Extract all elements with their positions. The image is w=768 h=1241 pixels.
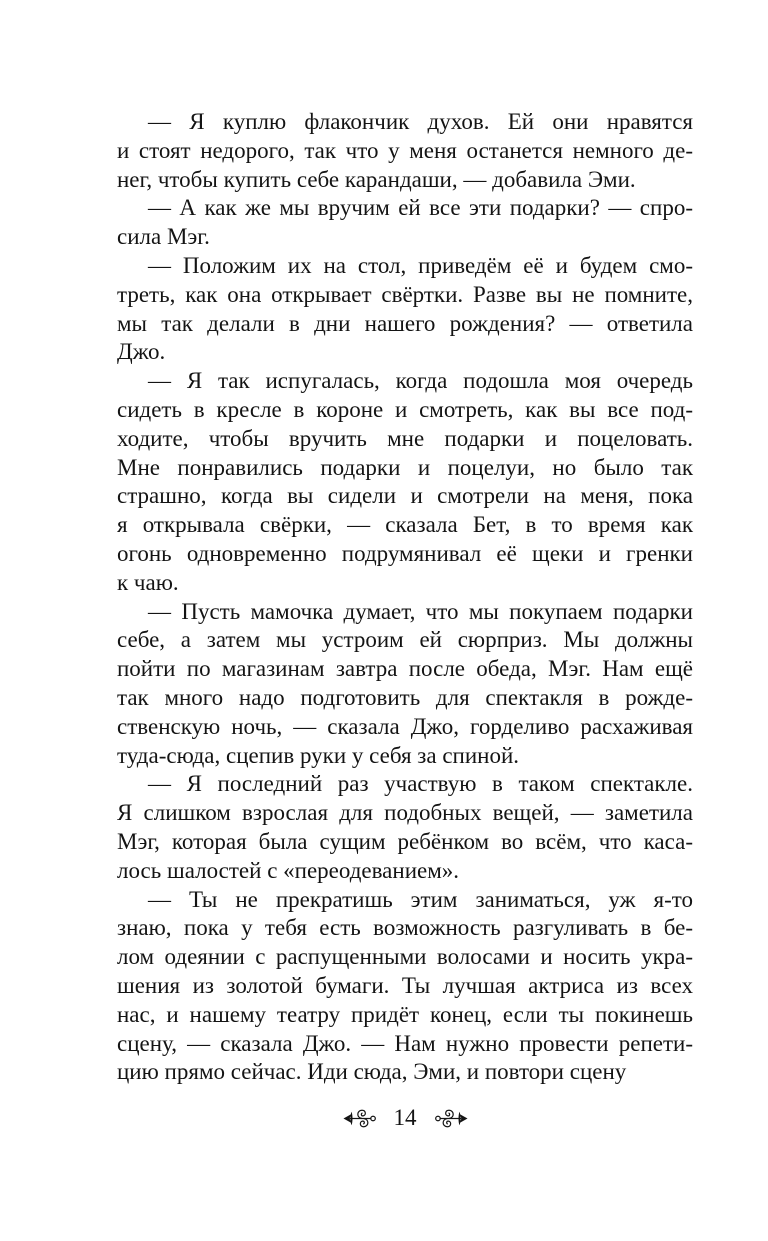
text-line: Мне понравились подарки и поцелуи, но было так (117, 454, 693, 480)
text-line: лось шалостей с «переодеванием». (117, 857, 460, 883)
text-line: ходите, чтобы вручить мне подарки и поцеловать. (117, 425, 693, 451)
text-line: — Я последний раз участвую в таком спектакле. (148, 771, 693, 797)
text-line: огонь одновременно подрумянивал её щеки и гренки (117, 540, 693, 566)
text-line: — Я так испугалась, когда подошла моя очередь (148, 368, 693, 394)
text-line: ственскую ночь, — сказала Джо, горделиво расхаживая (117, 713, 693, 739)
text-line: сцену, — сказала Джо. — Нам нужно провести репети- (117, 1030, 693, 1056)
text-block (117, 108, 693, 1087)
text-line: себе, а затем мы устроим ей сюрприз. Мы должны (117, 627, 693, 653)
text-line: цию прямо сейчас. Иди сюда, Эми, и повтори сцену (117, 1059, 627, 1085)
text-line: нег, чтобы купить себе карандаши, — добавила Эми. (117, 166, 636, 192)
text-line: Мэг, которая была сущим ребёнком во всём, что каса- (117, 828, 693, 854)
page-number: 14 (393, 1105, 417, 1130)
text-line: так много надо подготовить для спектакля в рожде- (117, 684, 693, 710)
text-line: нас, и нашему театру придёт конец, если ты покинешь (117, 1001, 693, 1027)
text-line: сидеть в кресле в короне и смотреть, как вы все под- (117, 396, 693, 422)
paragraph (117, 886, 693, 1088)
text-line: — Ты не прекратишь этим заниматься, уж я-то (148, 886, 693, 912)
text-line: — Я куплю флакончик духов. Ей они нравятся (148, 109, 693, 134)
paragraph (117, 770, 693, 885)
paragraph (117, 194, 693, 252)
text-line: мы так делали в дни нашего рождения? — ответила (117, 310, 693, 336)
text-line: пойти по магазинам завтра после обеда, Мэг. Нам ещё (117, 656, 693, 682)
text-line: туда-сюда, сцепив руки у себя за спиной. (117, 742, 520, 768)
text-line: — Пусть мамочка думает, что мы покупаем подарки (148, 598, 693, 624)
text-line: — Положим их на стол, приведём её и будем смо- (148, 252, 693, 278)
text-line: Джо. (117, 339, 166, 365)
text-line: — А как же мы вручим ей все эти подарки? — спро- (148, 195, 693, 221)
fleuron-right-icon (434, 1107, 468, 1130)
text-line: к чаю. (117, 569, 179, 595)
text-line: треть, как она открывает свёртки. Разве вы не помните, (117, 281, 693, 307)
text-line: страшно, когда вы сидели и смотрели на меня, пока (117, 483, 693, 509)
text-line: Я слишком взрослая для подобных вещей, — заметила (117, 800, 693, 826)
text-line: и стоят недорого, так что у меня останется немного де- (117, 137, 693, 163)
text-line: знаю, пока у тебя есть возможность разгуливать в бе- (117, 915, 693, 941)
fleuron-left-icon (343, 1107, 377, 1130)
paragraph (117, 367, 693, 597)
text-line: лом одеянии с распущенными волосами и носить укра- (117, 944, 693, 970)
paragraph (117, 598, 693, 771)
paragraph (117, 108, 693, 194)
text-line: шения из золотой бумаги. Ты лучшая актриса из всех (117, 972, 693, 998)
text-line: сила Мэг. (117, 224, 210, 250)
text-line: я открывала свёрки, — сказала Бет, в то время как (117, 512, 693, 538)
paragraph (117, 252, 693, 367)
page-footer (117, 1103, 693, 1133)
